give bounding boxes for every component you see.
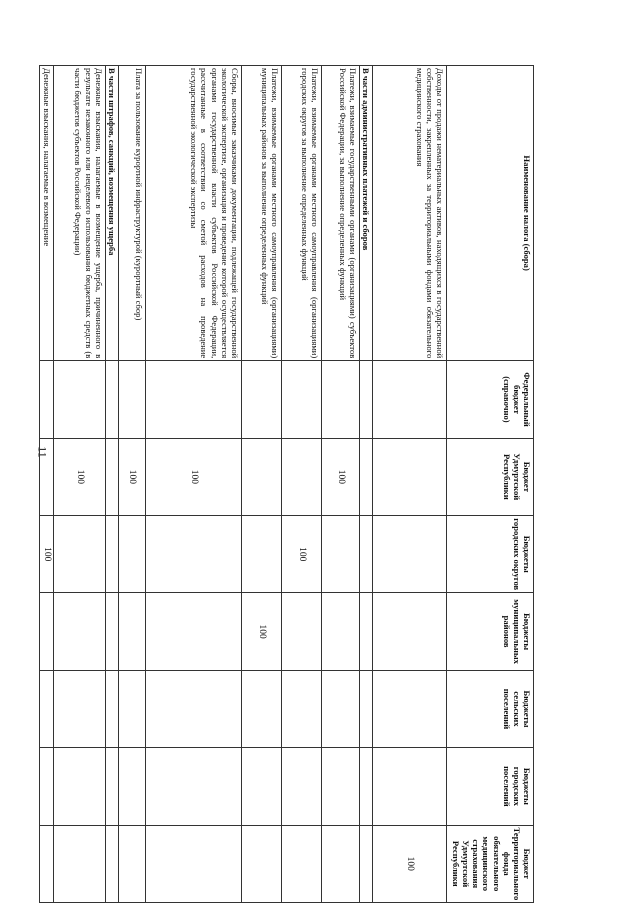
empty-cell — [359, 825, 372, 902]
section-row — [359, 66, 372, 903]
tax-name-cell: Платежи, взимаемые органами местного самоуправления (организациями) муниципальных районов за выполнение определенных функций — [241, 66, 281, 361]
value-cell — [145, 361, 241, 438]
value-cell — [39, 670, 53, 747]
table-row — [373, 66, 447, 903]
table-row — [321, 66, 359, 903]
table-row — [241, 66, 281, 903]
empty-cell — [359, 361, 372, 438]
value-cell — [118, 516, 145, 593]
value-cell — [145, 748, 241, 825]
value-cell: 100 — [53, 438, 105, 515]
table-row — [53, 66, 105, 903]
tax-name-cell: Доходы от продажи нематериальных активов, находящихся в государственной собственности, закрепленных за территориальными фондами обязательного медицинского страхования — [373, 66, 447, 361]
value-cell — [241, 361, 281, 438]
value-cell — [118, 593, 145, 670]
value-cell — [321, 593, 359, 670]
empty-cell — [105, 593, 118, 670]
value-cell — [53, 593, 105, 670]
empty-cell — [105, 361, 118, 438]
column-header: Федеральный бюджет (справочно) — [447, 361, 534, 438]
value-cell — [118, 670, 145, 747]
value-cell: 100 — [281, 516, 321, 593]
value-cell — [321, 516, 359, 593]
value-cell — [281, 825, 321, 902]
value-cell — [118, 748, 145, 825]
value-cell — [53, 748, 105, 825]
value-cell — [39, 438, 53, 515]
value-cell — [321, 825, 359, 902]
empty-cell — [359, 593, 372, 670]
empty-cell — [359, 438, 372, 515]
value-cell — [281, 593, 321, 670]
value-cell — [118, 825, 145, 902]
value-cell — [241, 438, 281, 515]
value-cell — [39, 825, 53, 902]
table-row — [39, 66, 53, 903]
value-cell — [39, 361, 53, 438]
value-cell — [321, 670, 359, 747]
empty-cell — [359, 670, 372, 747]
tax-name-cell: Платежи, взимаемые органами местного самоуправления (организациями) городских округов за выполнение определенных функций — [281, 66, 321, 361]
value-cell — [145, 825, 241, 902]
empty-cell — [105, 438, 118, 515]
value-cell — [281, 670, 321, 747]
value-cell — [281, 361, 321, 438]
value-cell — [241, 516, 281, 593]
value-cell — [39, 593, 53, 670]
empty-cell — [105, 516, 118, 593]
column-header: Бюджеты городских поселений — [447, 748, 534, 825]
value-cell — [373, 361, 447, 438]
tax-distribution-table — [39, 65, 534, 903]
value-cell — [321, 361, 359, 438]
section-title: В части штрафов, санкций, возмещения ущерба — [105, 66, 118, 361]
value-cell — [373, 670, 447, 747]
value-cell — [373, 593, 447, 670]
column-header: Бюджет Территориального фонда обязательного медицинского страхования Удмуртской Республики — [447, 825, 534, 902]
value-cell — [39, 748, 53, 825]
value-cell — [145, 516, 241, 593]
value-cell — [145, 670, 241, 747]
column-header: Бюджет Удмуртской Республики — [447, 438, 534, 515]
value-cell: 100 — [373, 825, 447, 902]
column-header: Бюджеты муниципальных районов — [447, 593, 534, 670]
empty-cell — [105, 748, 118, 825]
value-cell — [53, 825, 105, 902]
table-row — [281, 66, 321, 903]
value-cell — [373, 748, 447, 825]
tax-name-cell: Сборы, вносимые заказчиками документации, подлежащей государственной экологической экспертизе, организация и проведение которой осуществляется органами государственной власти субъектов Российской Федерации, рассчитанные в соответствии со сметой расходов на проведение государственной экологической экспертизы — [145, 66, 241, 361]
section-title: В части административных платежей и сборов — [359, 66, 372, 361]
value-cell — [241, 670, 281, 747]
table-header-row — [447, 66, 534, 903]
value-cell — [53, 516, 105, 593]
tax-name-cell: Денежные взыскания, налагаемые в возмещение ущерба, причиненного в результате незаконного или нецелевого использования бюджетных средств (в части бюджетов субъектов Российской Федерации) — [53, 66, 105, 361]
table-row — [145, 66, 241, 903]
value-cell — [281, 748, 321, 825]
value-cell — [321, 748, 359, 825]
value-cell — [241, 748, 281, 825]
value-cell — [53, 670, 105, 747]
table-row — [118, 66, 145, 903]
page-number: 11 — [35, 446, 50, 458]
value-cell: 100 — [145, 438, 241, 515]
value-cell — [118, 361, 145, 438]
empty-cell — [105, 825, 118, 902]
section-row — [105, 66, 118, 903]
value-cell — [373, 516, 447, 593]
empty-cell — [359, 516, 372, 593]
value-cell — [281, 438, 321, 515]
column-header: Бюджеты городских округов — [447, 516, 534, 593]
value-cell — [145, 593, 241, 670]
value-cell — [53, 361, 105, 438]
tax-name-cell: Плата за пользование курортной инфраструктурой (курортный сбор) — [118, 66, 145, 361]
value-cell — [241, 825, 281, 902]
tax-name-cell: Денежные взыскания, налагаемые в возмещение — [39, 66, 53, 361]
value-cell: 100 — [118, 438, 145, 515]
value-cell: 100 — [39, 516, 53, 593]
empty-cell — [359, 748, 372, 825]
column-header: Бюджеты сельских поселений — [447, 670, 534, 747]
value-cell: 100 — [321, 438, 359, 515]
value-cell: 100 — [241, 593, 281, 670]
tax-name-cell: Платежи, взимаемые государственными органами (организациями) субъектов Российской Федерации, за выполнение определенных функций — [321, 66, 359, 361]
column-header: Наименование налога (сбора) — [447, 66, 534, 361]
value-cell — [373, 438, 447, 515]
empty-cell — [105, 670, 118, 747]
